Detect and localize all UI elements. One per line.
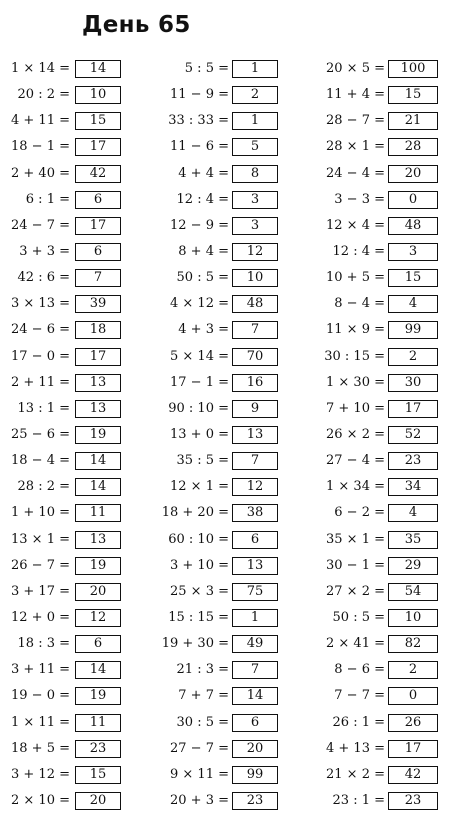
answer-box[interactable]: 28 bbox=[388, 138, 438, 156]
problem-expression: 8 + 4 = bbox=[178, 243, 229, 259]
problem-expression: 2 × 10 = bbox=[11, 792, 70, 808]
problem-expression: 24 − 6 = bbox=[11, 322, 70, 338]
answer-box[interactable]: 16 bbox=[232, 374, 278, 392]
problem-expression: 18 + 20 = bbox=[161, 505, 229, 521]
problem-row bbox=[153, 450, 303, 476]
answer-box[interactable]: 38 bbox=[232, 504, 278, 522]
problem-row bbox=[0, 424, 150, 450]
problem-expression: 4 + 13 = bbox=[326, 740, 385, 756]
answer-box[interactable]: 23 bbox=[232, 792, 278, 810]
problem-expression: 6 : 1 = bbox=[25, 191, 70, 207]
answer-box[interactable]: 2 bbox=[232, 86, 278, 104]
answer-box[interactable]: 14 bbox=[75, 60, 121, 78]
problem-expression: 4 × 12 = bbox=[170, 296, 229, 312]
problem-row bbox=[0, 659, 150, 685]
answer-box[interactable]: 6 bbox=[232, 531, 278, 549]
answer-box[interactable]: 12 bbox=[232, 478, 278, 496]
problem-row bbox=[306, 555, 456, 581]
problem-expression: 18 − 4 = bbox=[11, 453, 70, 469]
problem-row bbox=[153, 790, 303, 816]
answer-box[interactable]: 2 bbox=[388, 348, 438, 366]
problem-expression: 3 × 13 = bbox=[11, 296, 70, 312]
problem-row bbox=[306, 293, 456, 319]
problem-expression: 28 : 2 = bbox=[17, 479, 70, 495]
problem-row bbox=[306, 372, 456, 398]
problem-row bbox=[306, 529, 456, 555]
problem-row bbox=[0, 136, 150, 162]
answer-box[interactable]: 11 bbox=[75, 714, 121, 732]
answer-box[interactable]: 82 bbox=[388, 635, 438, 653]
problem-row bbox=[306, 398, 456, 424]
problem-expression: 2 + 40 = bbox=[11, 165, 70, 181]
problem-expression: 27 − 4 = bbox=[326, 453, 385, 469]
column-3 bbox=[306, 58, 456, 816]
answer-box[interactable]: 23 bbox=[388, 452, 438, 470]
problem-expression: 18 + 5 = bbox=[11, 740, 70, 756]
problem-row bbox=[0, 110, 150, 136]
answer-box[interactable]: 3 bbox=[388, 243, 438, 261]
problem-expression: 1 × 30 = bbox=[326, 374, 385, 390]
answer-box[interactable]: 17 bbox=[75, 348, 121, 366]
problem-expression: 10 + 5 = bbox=[326, 270, 385, 286]
answer-box[interactable]: 49 bbox=[232, 635, 278, 653]
answer-box[interactable]: 52 bbox=[388, 426, 438, 444]
problem-row bbox=[0, 398, 150, 424]
answer-box[interactable]: 1 bbox=[232, 112, 278, 130]
problem-expression: 1 + 10 = bbox=[11, 505, 70, 521]
problem-expression: 25 − 6 = bbox=[11, 426, 70, 442]
problem-expression: 3 + 12 = bbox=[11, 766, 70, 782]
answer-box[interactable]: 20 bbox=[75, 583, 121, 601]
problem-row bbox=[153, 136, 303, 162]
problem-expression: 23 : 1 = bbox=[332, 792, 385, 808]
problem-expression: 50 : 5 = bbox=[332, 609, 385, 625]
problem-expression: 24 − 7 = bbox=[11, 217, 70, 233]
problem-row bbox=[306, 685, 456, 711]
problem-expression: 30 : 15 = bbox=[324, 348, 385, 364]
problem-row bbox=[153, 189, 303, 215]
problem-expression: 17 − 0 = bbox=[11, 348, 70, 364]
answer-box[interactable]: 17 bbox=[388, 740, 438, 758]
problem-expression: 3 + 3 = bbox=[19, 243, 70, 259]
problem-expression: 21 × 2 = bbox=[326, 766, 385, 782]
problem-expression: 27 − 7 = bbox=[170, 740, 229, 756]
problem-row bbox=[0, 450, 150, 476]
problem-expression: 2 × 41 = bbox=[326, 636, 385, 652]
answer-box[interactable]: 6 bbox=[232, 714, 278, 732]
problem-expression: 11 + 4 = bbox=[326, 87, 385, 103]
problem-expression: 11 × 9 = bbox=[326, 322, 385, 338]
answer-box[interactable]: 5 bbox=[232, 138, 278, 156]
problem-expression: 3 + 17 = bbox=[11, 583, 70, 599]
answer-box[interactable]: 7 bbox=[232, 661, 278, 679]
problem-expression: 11 − 9 = bbox=[170, 87, 229, 103]
problem-expression: 20 × 5 = bbox=[326, 61, 385, 76]
problem-row bbox=[153, 163, 303, 189]
answer-box[interactable]: 13 bbox=[75, 400, 121, 418]
answer-box[interactable]: 39 bbox=[75, 295, 121, 313]
answer-box[interactable]: 13 bbox=[232, 557, 278, 575]
problem-expression: 12 − 9 = bbox=[170, 217, 229, 233]
problem-expression: 8 − 4 = bbox=[334, 296, 385, 312]
problem-expression: 1 × 14 = bbox=[11, 61, 70, 76]
problem-row bbox=[153, 110, 303, 136]
problem-row bbox=[153, 502, 303, 528]
problem-expression: 13 + 0 = bbox=[170, 426, 229, 442]
problem-row bbox=[306, 110, 456, 136]
problem-row bbox=[306, 659, 456, 685]
problem-row bbox=[0, 633, 150, 659]
problem-row bbox=[153, 346, 303, 372]
problem-row bbox=[153, 633, 303, 659]
answer-box[interactable]: 7 bbox=[232, 452, 278, 470]
answer-box[interactable]: 15 bbox=[75, 766, 121, 784]
answer-box[interactable]: 75 bbox=[232, 583, 278, 601]
answer-box[interactable]: 6 bbox=[75, 243, 121, 261]
problem-expression: 26 × 2 = bbox=[326, 426, 385, 442]
problem-row bbox=[0, 764, 150, 790]
problem-expression: 2 + 11 = bbox=[11, 374, 70, 390]
problem-row bbox=[0, 58, 150, 84]
answer-box[interactable]: 99 bbox=[388, 321, 438, 339]
problem-row bbox=[153, 267, 303, 293]
problem-row bbox=[0, 319, 150, 345]
answer-box[interactable]: 42 bbox=[388, 766, 438, 784]
answer-box[interactable]: 15 bbox=[75, 112, 121, 130]
problem-row bbox=[306, 241, 456, 267]
problem-expression: 26 − 7 = bbox=[11, 557, 70, 573]
answer-box[interactable]: 20 bbox=[388, 165, 438, 183]
answer-box[interactable]: 23 bbox=[388, 792, 438, 810]
column-1 bbox=[0, 58, 150, 816]
problem-expression: 3 + 11 = bbox=[11, 662, 70, 678]
problem-row bbox=[306, 346, 456, 372]
answer-box[interactable]: 13 bbox=[75, 531, 121, 549]
problem-row bbox=[153, 555, 303, 581]
problem-row bbox=[153, 58, 303, 84]
problem-expression: 4 + 11 = bbox=[11, 113, 70, 129]
problem-expression: 20 : 2 = bbox=[17, 87, 70, 103]
problem-row bbox=[0, 738, 150, 764]
problem-expression: 5 : 5 = bbox=[184, 61, 229, 76]
problem-expression: 3 − 3 = bbox=[334, 191, 385, 207]
problem-row bbox=[306, 581, 456, 607]
problem-row bbox=[306, 790, 456, 816]
answer-box[interactable]: 35 bbox=[388, 531, 438, 549]
answer-box[interactable]: 0 bbox=[388, 191, 438, 209]
problem-expression: 19 + 30 = bbox=[161, 636, 229, 652]
problem-row bbox=[153, 685, 303, 711]
problem-expression: 9 × 11 = bbox=[170, 766, 229, 782]
answer-box[interactable]: 70 bbox=[232, 348, 278, 366]
answer-box[interactable]: 99 bbox=[232, 766, 278, 784]
problem-row bbox=[0, 555, 150, 581]
answer-box[interactable]: 19 bbox=[75, 687, 121, 705]
answer-box[interactable]: 23 bbox=[75, 740, 121, 758]
problem-expression: 13 : 1 = bbox=[17, 400, 70, 416]
answer-box[interactable]: 10 bbox=[75, 86, 121, 104]
problem-expression: 30 − 1 = bbox=[326, 557, 385, 573]
problem-row bbox=[0, 293, 150, 319]
problem-row bbox=[0, 790, 150, 816]
problem-row bbox=[153, 581, 303, 607]
problem-row bbox=[153, 372, 303, 398]
problem-row bbox=[306, 319, 456, 345]
answer-box[interactable]: 7 bbox=[232, 321, 278, 339]
problem-expression: 12 × 4 = bbox=[326, 217, 385, 233]
problem-row bbox=[0, 712, 150, 738]
problem-row bbox=[153, 293, 303, 319]
problem-expression: 7 − 7 = bbox=[334, 688, 385, 704]
answer-box[interactable]: 17 bbox=[75, 217, 121, 235]
answer-box[interactable]: 48 bbox=[388, 217, 438, 235]
answer-box[interactable]: 6 bbox=[75, 635, 121, 653]
problem-expression: 6 − 2 = bbox=[334, 505, 385, 521]
answer-box[interactable]: 9 bbox=[232, 400, 278, 418]
problem-row bbox=[306, 267, 456, 293]
problem-row bbox=[0, 84, 150, 110]
problem-expression: 5 × 14 = bbox=[170, 348, 229, 364]
answer-box[interactable]: 14 bbox=[75, 661, 121, 679]
problem-expression: 12 : 4 = bbox=[332, 243, 385, 259]
problem-expression: 19 − 0 = bbox=[11, 688, 70, 704]
problem-row bbox=[0, 163, 150, 189]
problem-row bbox=[153, 215, 303, 241]
answer-box[interactable]: 20 bbox=[75, 792, 121, 810]
problem-expression: 24 − 4 = bbox=[326, 165, 385, 181]
answer-box[interactable]: 14 bbox=[75, 478, 121, 496]
problem-expression: 7 + 10 = bbox=[326, 400, 385, 416]
problem-row bbox=[0, 189, 150, 215]
problem-row bbox=[306, 189, 456, 215]
problem-expression: 11 − 6 = bbox=[170, 139, 229, 155]
problem-expression: 35 × 1 = bbox=[326, 531, 385, 547]
problem-row bbox=[306, 450, 456, 476]
problem-expression: 18 : 3 = bbox=[17, 636, 70, 652]
column-2 bbox=[153, 58, 303, 816]
problem-row bbox=[306, 502, 456, 528]
problem-expression: 4 + 3 = bbox=[178, 322, 229, 338]
problem-expression: 1 × 11 = bbox=[11, 714, 70, 730]
problem-expression: 25 × 3 = bbox=[170, 583, 229, 599]
problem-expression: 30 : 5 = bbox=[176, 714, 229, 730]
answer-box[interactable]: 54 bbox=[388, 583, 438, 601]
problem-row bbox=[153, 398, 303, 424]
problem-row bbox=[306, 712, 456, 738]
problem-row bbox=[306, 163, 456, 189]
answer-box[interactable]: 2 bbox=[388, 661, 438, 679]
answer-box[interactable]: 14 bbox=[232, 687, 278, 705]
answer-box[interactable]: 20 bbox=[232, 740, 278, 758]
problem-expression: 17 − 1 = bbox=[170, 374, 229, 390]
answer-box[interactable]: 18 bbox=[75, 321, 121, 339]
problem-expression: 12 + 0 = bbox=[11, 609, 70, 625]
problem-row bbox=[0, 267, 150, 293]
problem-row bbox=[153, 712, 303, 738]
problem-row bbox=[0, 215, 150, 241]
problem-row bbox=[306, 215, 456, 241]
problem-expression: 12 : 4 = bbox=[176, 191, 229, 207]
answer-box[interactable]: 0 bbox=[388, 687, 438, 705]
problem-expression: 50 : 5 = bbox=[176, 270, 229, 286]
problem-row bbox=[153, 241, 303, 267]
answer-box[interactable]: 10 bbox=[232, 269, 278, 287]
answer-box[interactable]: 12 bbox=[232, 243, 278, 261]
problem-row bbox=[0, 346, 150, 372]
problem-row bbox=[306, 633, 456, 659]
answer-box[interactable]: 1 bbox=[232, 609, 278, 627]
page-title: День 65 bbox=[82, 12, 191, 38]
answer-box[interactable]: 19 bbox=[75, 426, 121, 444]
problem-expression: 20 + 3 = bbox=[170, 792, 229, 808]
problem-expression: 42 : 6 = bbox=[17, 270, 70, 286]
problem-expression: 18 − 1 = bbox=[11, 139, 70, 155]
problem-row bbox=[0, 502, 150, 528]
problem-expression: 15 : 15 = bbox=[168, 609, 229, 625]
answer-box[interactable]: 7 bbox=[75, 269, 121, 287]
problem-row bbox=[306, 764, 456, 790]
answer-box[interactable]: 8 bbox=[232, 165, 278, 183]
answer-box[interactable]: 19 bbox=[75, 557, 121, 575]
problem-expression: 60 : 10 = bbox=[168, 531, 229, 547]
problem-row bbox=[306, 476, 456, 502]
problem-row bbox=[153, 659, 303, 685]
answer-box[interactable]: 1 bbox=[232, 60, 278, 78]
answer-box[interactable]: 48 bbox=[232, 295, 278, 313]
problem-row bbox=[153, 529, 303, 555]
answer-box[interactable]: 12 bbox=[75, 609, 121, 627]
problem-expression: 13 × 1 = bbox=[11, 531, 70, 547]
problem-row bbox=[0, 529, 150, 555]
problem-row bbox=[306, 136, 456, 162]
problem-expression: 28 − 7 = bbox=[326, 113, 385, 129]
answer-box[interactable]: 21 bbox=[388, 112, 438, 130]
problem-row bbox=[0, 685, 150, 711]
problem-expression: 28 × 1 = bbox=[326, 139, 385, 155]
answer-box[interactable]: 13 bbox=[232, 426, 278, 444]
problem-row bbox=[306, 738, 456, 764]
answer-box[interactable]: 13 bbox=[75, 374, 121, 392]
answer-box[interactable]: 15 bbox=[388, 86, 438, 104]
answer-box[interactable]: 30 bbox=[388, 374, 438, 392]
problem-expression: 12 × 1 = bbox=[170, 479, 229, 495]
problem-row bbox=[153, 476, 303, 502]
problem-expression: 26 : 1 = bbox=[332, 714, 385, 730]
answer-box[interactable]: 3 bbox=[232, 191, 278, 209]
answer-box[interactable]: 17 bbox=[388, 400, 438, 418]
problem-expression: 1 × 34 = bbox=[326, 479, 385, 495]
problem-expression: 27 × 2 = bbox=[326, 583, 385, 599]
problem-expression: 8 − 6 = bbox=[334, 662, 385, 678]
problem-expression: 7 + 7 = bbox=[178, 688, 229, 704]
problem-row bbox=[0, 607, 150, 633]
problem-expression: 33 : 33 = bbox=[168, 113, 229, 129]
problem-row bbox=[153, 319, 303, 345]
problem-expression: 3 + 10 = bbox=[170, 557, 229, 573]
answer-box[interactable]: 10 bbox=[388, 609, 438, 627]
problem-row bbox=[0, 581, 150, 607]
problem-row bbox=[0, 476, 150, 502]
problem-row bbox=[153, 84, 303, 110]
answer-box[interactable]: 100 bbox=[388, 60, 438, 78]
answer-box[interactable]: 26 bbox=[388, 714, 438, 732]
answer-box[interactable]: 34 bbox=[388, 478, 438, 496]
problem-row bbox=[0, 241, 150, 267]
problem-row bbox=[0, 372, 150, 398]
problem-expression: 21 : 3 = bbox=[176, 662, 229, 678]
answer-box[interactable]: 4 bbox=[388, 295, 438, 313]
answer-box[interactable]: 4 bbox=[388, 504, 438, 522]
problem-expression: 35 : 5 = bbox=[176, 453, 229, 469]
problem-row bbox=[306, 424, 456, 450]
answer-box[interactable]: 17 bbox=[75, 138, 121, 156]
problem-row bbox=[306, 607, 456, 633]
problem-expression: 4 + 4 = bbox=[178, 165, 229, 181]
problem-row bbox=[306, 84, 456, 110]
problem-row bbox=[153, 424, 303, 450]
problem-row bbox=[306, 58, 456, 84]
problem-row bbox=[153, 607, 303, 633]
answer-box[interactable]: 3 bbox=[232, 217, 278, 235]
answer-box[interactable]: 11 bbox=[75, 504, 121, 522]
answer-box[interactable]: 42 bbox=[75, 165, 121, 183]
answer-box[interactable]: 29 bbox=[388, 557, 438, 575]
problem-expression: 90 : 10 = bbox=[168, 400, 229, 416]
answer-box[interactable]: 15 bbox=[388, 269, 438, 287]
answer-box[interactable]: 6 bbox=[75, 191, 121, 209]
problem-row bbox=[153, 738, 303, 764]
problem-row bbox=[153, 764, 303, 790]
answer-box[interactable]: 14 bbox=[75, 452, 121, 470]
